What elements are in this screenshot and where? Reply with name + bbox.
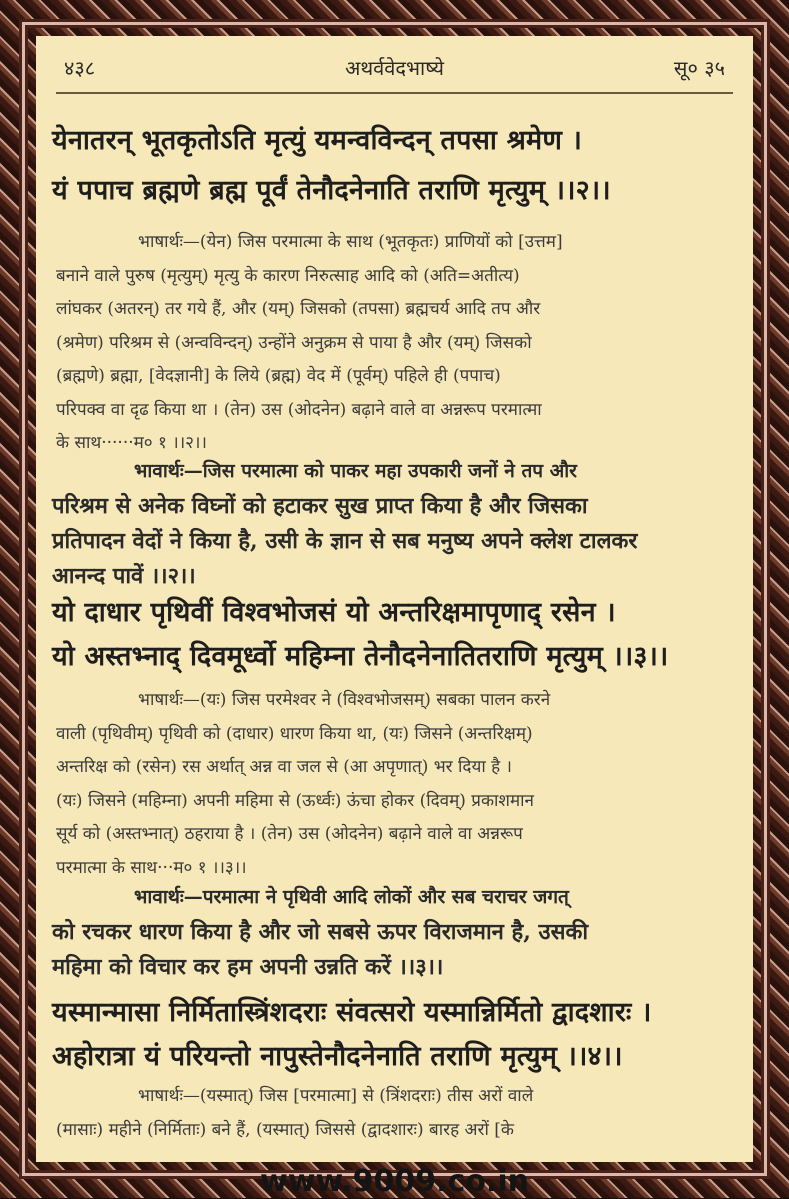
text-line: भावार्थः—जिस परमात्मा को पाकर महा उपकारी जनों ने तप और [134, 460, 577, 482]
bhashartha-3 [56, 684, 735, 885]
mantra-4-line-1: यस्मान्मासा निर्मितास्त्रिंशदराः संवत्सरो यस्मान्निर्मितो द्वादशारः । [52, 997, 652, 1028]
book-title: अथर्ववेदभाष्ये [345, 56, 444, 80]
mantra-2-line-2: यं पपाच ब्रह्मणे ब्रह्म पूर्वं तेनौदनेनाति तराणि मृत्युम् ।।२।। [52, 175, 611, 206]
website-url: www.9009.co.in [260, 1164, 529, 1199]
bhashartha-2 [56, 226, 735, 461]
text-line: परिश्रम से अनेक विघ्नों को हटाकर सुख प्राप्त किया है और जिसका [52, 493, 588, 519]
bhashartha-4 [56, 1080, 735, 1147]
text-line: प्रतिपादन वेदों ने किया है, उसी के ज्ञान से सब मनुष्य अपने क्लेश टालकर [52, 528, 638, 554]
text-line: वाली (पृथिवीम्) पृथिवी को (दाधार) धारण किया था, (यः) जिसने (अन्तरिक्षम्) [56, 723, 533, 744]
text-line: भाषार्थः—(येन) जिस परमात्मा के साथ (भूतकृतः) प्राणियों को [उत्तम] [138, 232, 563, 252]
text-line: महिमा को विचार कर हम अपनी उन्नति करें ।।३।। [52, 954, 444, 980]
page-header [56, 42, 733, 94]
bhavartha-2 [52, 454, 735, 594]
text-line: भावार्थः—परमात्मा ने पृथिवी आदि लोकों और सब चराचर जगत् [134, 886, 569, 908]
mantra-3-line-2: यो अस्तभ्नाद् दिवमूर्ध्वो महिम्ना तेनौदनेनातितराणि मृत्युम् ।।३।। [52, 641, 669, 672]
text-line: (यः) जिसने (महिम्ना) अपनी महिमा से (ऊर्ध्वः) ऊंचा होकर (दिवम्) प्रकाशमान [56, 790, 534, 811]
text-line: (मासाः) महीने (निर्मिताः) बने हैं, (यस्मात्) जिससे (द्वादशारः) बारह अरों [के [56, 1119, 514, 1140]
text-line: आनन्द पावें ।।२।। [52, 563, 196, 589]
text-line: बनाने वाले पुरुष (मृत्युम्) मृत्यु के कारण निरुत्साह आदि को (अति=अतीत्य) [56, 265, 520, 286]
text-line: अन्तरिक्ष को (रसेन) रस अर्थात् अन्न वा जल से (आ अपृणात्) भर दिया है । [56, 757, 513, 777]
text-line: (ब्रह्मणे) ब्रह्मा, [वेदज्ञानी] के लिये (ब्रह्म) वेद में (पूर्वम्) पहिले ही (पपाच) [56, 366, 501, 386]
mantra-3-line-1: यो दाधार पृथिवीं विश्वभोजसं यो अन्तरिक्षमापृणाद् रसेन । [52, 597, 616, 628]
text-line: को रचकर धारण किया है और जो सबसे ऊपर विराजमान है, उसकी [52, 919, 589, 945]
text-line: के साथ······म० १ ।।२।। [56, 433, 207, 453]
text-line: सूर्य को (अस्तभ्नात्) ठहराया है । (तेन) उस (ओदनेन) बढ़ाने वाले वा अन्नरूप [56, 824, 523, 844]
text-line: भाषार्थः—(यस्मात्) जिस [परमात्मा] से (त्रिंशदराः) तीस अरों वाले [138, 1086, 534, 1106]
bhavartha-3 [52, 880, 735, 985]
text-line: परमात्मा के साथ···म० १ ।।३।। [56, 857, 247, 878]
page-number: ४३८ [64, 56, 96, 80]
mantra-4-line-2: अहोरात्रा यं परियन्तो नापुस्तेनौदनेनाति तराणि मृत्युम् ।।४।। [52, 1041, 623, 1072]
book-page [36, 36, 753, 1162]
sukta-number: सू० ३५ [673, 56, 725, 80]
text-line: भाषार्थः—(यः) जिस परमेश्वर ने (विश्वभोजसम्) सबका पालन करने [138, 690, 551, 710]
text-line: परिपक्व वा दृढ किया था । (तेन) उस (ओदनेन) बढ़ाने वाले वा अन्नरूप परमात्मा [56, 399, 542, 420]
text-line: लांघकर (अतरन्) तर गये हैं, और (यम्) जिसको (तपसा) ब्रह्मचर्य आदि तप और [56, 299, 541, 319]
text-line: (श्रमेण) परिश्रम से (अन्वविन्दन्) उन्होंने अनुक्रम से पाया है और (यम्) जिसको [56, 332, 532, 353]
mantra-2-line-1: येनातरन् भूतकृतोऽति मृत्युं यमन्वविन्दन् तपसा श्रमेण । [52, 125, 583, 156]
